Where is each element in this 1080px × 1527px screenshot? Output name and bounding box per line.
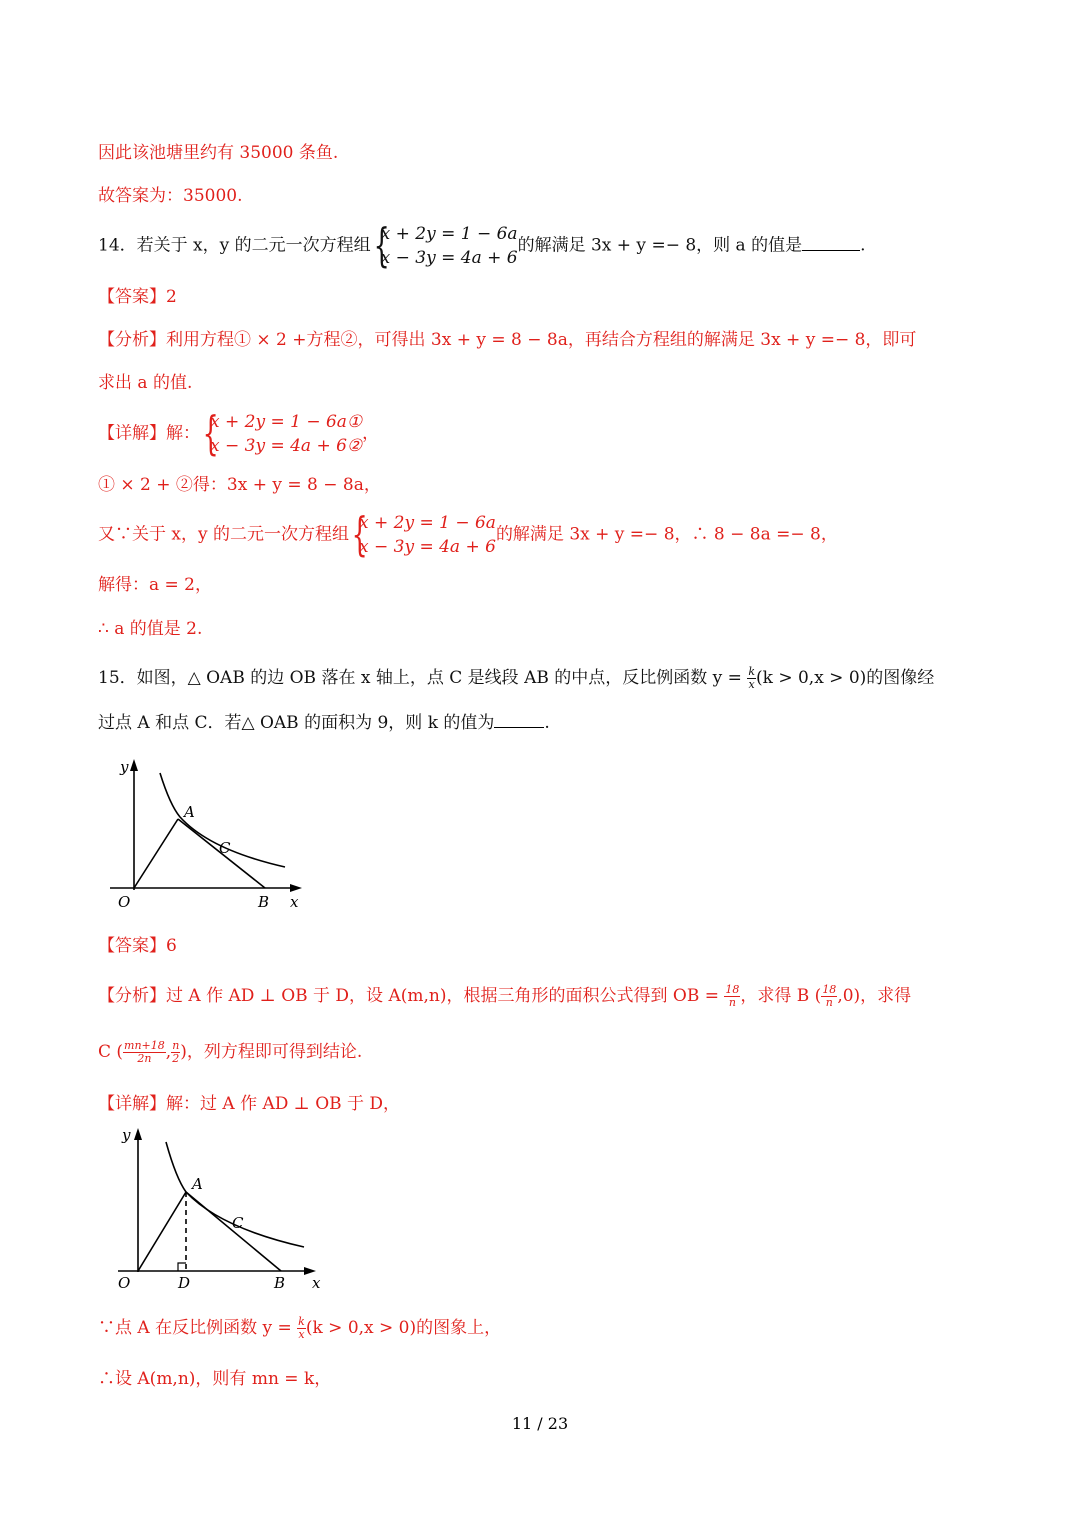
y-axis-arrow: [134, 1128, 142, 1140]
q15-line2-end: .: [544, 713, 550, 733]
label-B: B: [274, 1274, 286, 1292]
label-C: C: [219, 839, 231, 857]
detail-14-equation-2: x − 3y = 4a + 6②: [210, 436, 363, 456]
q14-suffix: 的解满足 3x + y =− 8，则 a 的值是: [517, 235, 803, 256]
detail-14-prefix: 【详解】解：: [98, 423, 200, 444]
analysis-15-c-suffix: )，列方程即可得到结论.: [180, 1042, 363, 1062]
q15-line2-text: 过点 A 和点 C．若△ OAB 的面积为 9，则 k 的值为: [98, 713, 495, 733]
fraction-numerator: k: [748, 665, 755, 678]
analysis-15-mid2: ,0)，求得: [837, 986, 912, 1006]
q15-prefix: 15．如图，△ OAB 的边 OB 落在 x 轴上，点 C 是线段 AB 的中点，反比例函数 y =: [98, 668, 742, 688]
label-O: O: [118, 1274, 131, 1292]
answer-text-line: 故答案为：35000.: [98, 186, 243, 206]
segment-OA: [138, 1192, 186, 1271]
detail-15-line-1: 【详解】解：过 A 作 AD ⊥ OB 于 D，: [98, 1094, 401, 1114]
fraction-denominator: n: [728, 996, 736, 1009]
label-C: C: [232, 1214, 244, 1232]
fraction-denominator: 2: [172, 1052, 180, 1065]
analysis-15-fraction-2: [821, 984, 837, 1009]
detail-14-again-prefix: 又∵关于 x，y 的二元一次方程组: [98, 524, 349, 545]
question-15-line-2: [98, 711, 550, 735]
fraction-denominator: x: [748, 678, 755, 691]
analysis-15-prefix: 【分析】过 A 作 AD ⊥ OB 于 D，设 A(m,n)，根据三角形的面积公式得到 OB =: [98, 986, 719, 1006]
fraction-numerator: k: [298, 1315, 305, 1328]
question-14: [98, 222, 866, 270]
answer-blank: [802, 250, 860, 251]
label-A: A: [184, 803, 195, 821]
detail-14-conclusion: ∴ a 的值是 2.: [98, 619, 203, 639]
q14-end: .: [860, 235, 866, 256]
label-A: A: [192, 1175, 203, 1193]
question-15-line-1: [98, 666, 934, 691]
q14-equation-1: { x + 2y = 1 − 6a: [380, 224, 518, 244]
analysis-14-line-2: 求出 a 的值.: [98, 373, 193, 393]
fraction-numerator: n: [172, 1039, 180, 1052]
analysis-15-c-prefix: C (: [98, 1042, 124, 1062]
figure-2-hyperbola-triangle-height: [110, 1120, 340, 1295]
analysis-15-mid: ，求得 B (: [740, 986, 822, 1006]
q15-suffix: (k > 0,x > 0)的图像经: [755, 668, 935, 688]
q14-equation-2: x − 3y = 4a + 6: [380, 248, 518, 268]
detail-14-again-suffix: 的解满足 3x + y =− 8，∴ 8 − 8a =− 8，: [495, 524, 838, 545]
detail-14-again: [98, 511, 838, 559]
analysis-15-fraction-3: [123, 1040, 166, 1065]
label-x: x: [312, 1274, 321, 1292]
detail-15-b-prefix: ∵点 A 在反比例函数 y =: [98, 1318, 292, 1338]
figure-1-hyperbola-triangle: [100, 755, 320, 915]
answer-15: 【答案】6: [98, 936, 177, 956]
detail-14-again-eq1: { x + 2y = 1 − 6a: [359, 513, 496, 533]
q14-prefix: 14．若关于 x，y 的二元一次方程组: [98, 235, 371, 256]
detail-15-b-suffix: (k > 0,x > 0)的图象上，: [305, 1318, 502, 1338]
q14-equation-system: [371, 222, 518, 270]
detail-14: [98, 410, 379, 458]
analysis-15-fraction-1: [724, 984, 740, 1009]
q15-fraction: [747, 666, 756, 691]
page-number: 11 / 23: [511, 1414, 569, 1433]
analysis-15-line-1: [98, 984, 911, 1009]
y-axis-arrow: [130, 759, 138, 771]
answer-14: 【答案】2: [98, 287, 177, 307]
fraction-numerator: 18: [822, 983, 837, 996]
detail-14-again-eq2: x − 3y = 4a + 6: [359, 537, 496, 557]
label-y: y: [122, 1126, 131, 1144]
detail-15-line-2: [98, 1316, 501, 1341]
analysis-15-fraction-4: [171, 1040, 180, 1065]
analysis-15-line-2: [98, 1040, 362, 1065]
label-O: O: [118, 893, 131, 911]
fraction-numerator: mn+18: [124, 1039, 165, 1052]
detail-14-step: ① × 2 + ②得：3x + y = 8 − 8a，: [98, 475, 381, 495]
analysis-14-line-1: 【分析】利用方程① × 2 +方程②，可得出 3x + y = 8 − 8a，再结合方程组的解满足 3x + y =− 8，即可: [98, 330, 917, 350]
right-angle-mark: [178, 1263, 186, 1271]
detail-15-fraction: [297, 1316, 306, 1341]
label-x: x: [290, 893, 299, 911]
solution-text-line: 因此该池塘里约有 35000 条鱼.: [98, 143, 339, 163]
detail-14-equation-1: { x + 2y = 1 − 6a①: [210, 412, 363, 432]
detail-14-solve: 解得：a = 2，: [98, 575, 213, 595]
fraction-denominator: x: [298, 1328, 305, 1341]
segment-OA: [134, 819, 178, 888]
fraction-numerator: 18: [725, 983, 740, 996]
detail-14-equation-system: [200, 410, 362, 458]
fraction-denominator: 2n: [137, 1052, 152, 1065]
analysis-15-comma: ,: [165, 1042, 172, 1062]
label-B: B: [258, 893, 270, 911]
detail-14-suffix: ，: [362, 423, 380, 444]
label-y: y: [120, 758, 129, 776]
detail-15-line-3: ∴设 A(m,n)，则有 mn = k，: [98, 1369, 332, 1389]
label-D: D: [178, 1274, 191, 1292]
x-axis-arrow: [290, 884, 302, 892]
detail-14-again-system: [349, 511, 496, 559]
answer-blank: [494, 727, 544, 728]
fraction-denominator: n: [825, 996, 833, 1009]
